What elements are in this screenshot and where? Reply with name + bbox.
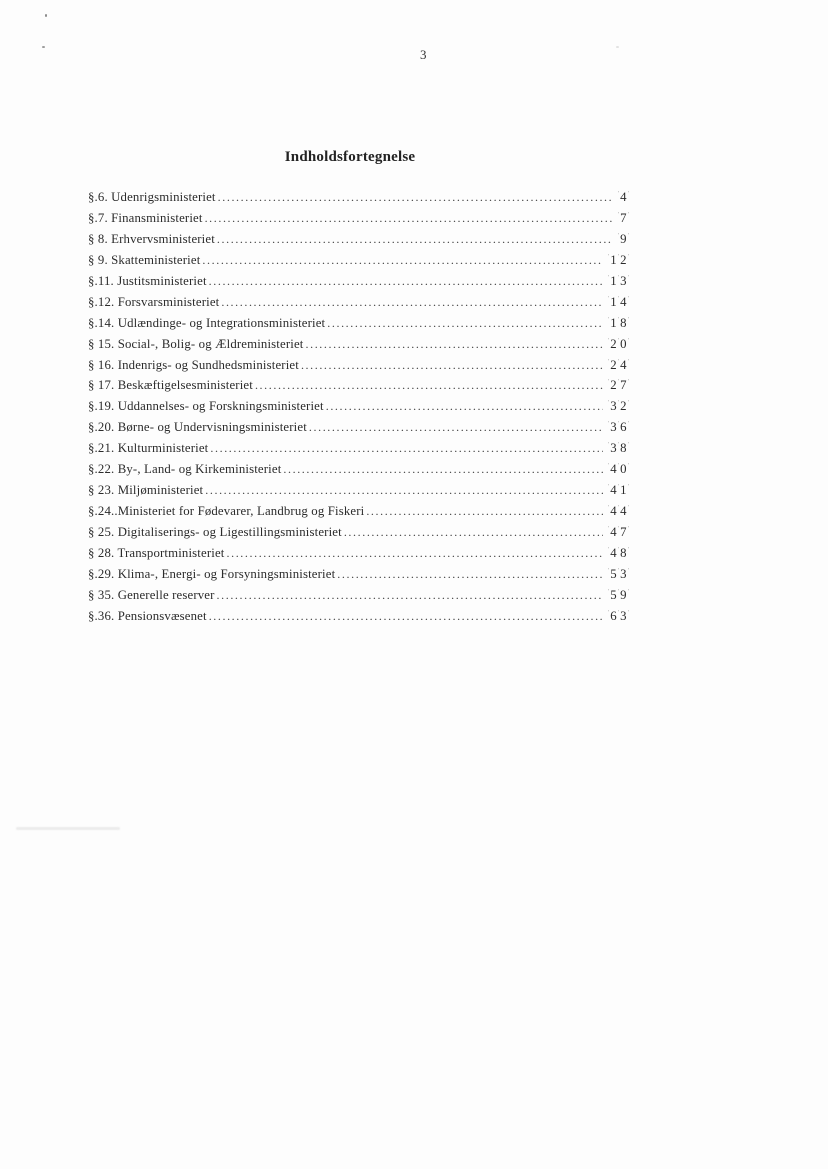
dot-leader: [205, 211, 613, 226]
toc-entry-page: ′2′7′: [607, 378, 629, 393]
toc-entry-label: §.24..Ministeriet for Fødevarer, Landbrug og Fiskeri: [88, 504, 365, 519]
toc-entry-label: § 15. Social-, Bolig- og Ældreministeriet: [88, 336, 304, 351]
scan-artifact-mark: ′: [607, 379, 610, 386]
toc-entry-page: ′4′8′: [607, 545, 629, 560]
toc-entry: [88, 588, 630, 609]
scan-artifact-mark: ′: [627, 295, 629, 302]
scan-artifact-mark: ′: [617, 358, 620, 365]
toc-entry: [88, 546, 630, 567]
toc-entry-label: §.29. Klima-, Energi- og Forsyningsministeriet: [88, 566, 336, 581]
scan-artifact-mark: ′: [627, 442, 629, 449]
scan-artifact-mark: ′: [607, 484, 610, 491]
scan-artifact-mark: ′: [627, 588, 629, 595]
toc-entry-label: § 35. Generelle reserver: [88, 587, 215, 602]
scan-artifact-mark: ′: [627, 337, 629, 344]
toc-entry-label: §.36. Pensionsvæsenet: [88, 608, 207, 623]
scan-artifact-mark: ′: [607, 588, 610, 595]
scan-artifact-mark: ′: [607, 463, 610, 470]
scan-artifact-mark: ′: [627, 211, 629, 218]
scan-smudge: [16, 827, 120, 830]
scan-artifact-mark: ′: [617, 588, 620, 595]
toc-entry-label: § 25. Digitaliserings- og Ligestillingsministeriet: [88, 525, 342, 539]
dot-leader: [217, 232, 613, 247]
toc-entry: [88, 316, 630, 337]
scan-artifact-mark: ′: [627, 358, 629, 365]
toc-entry-page: ′1′3′: [607, 273, 629, 288]
scan-artifact-mark: ′: [627, 421, 629, 428]
scan-artifact-mark: ′: [627, 400, 629, 407]
scan-artifact-mark: ′: [607, 274, 610, 281]
toc-entry-page: ′3′6′: [607, 420, 629, 435]
toc-entry: [88, 525, 630, 546]
scan-artifact-mark: ′: [607, 295, 610, 302]
scan-artifact-mark: ′: [627, 567, 629, 574]
dot-leader: [255, 378, 603, 393]
scan-artifact-mark: ′: [617, 442, 620, 449]
scan-artifact-mark: ′: [617, 505, 620, 512]
toc-entry-page: ′1′8′: [607, 315, 629, 330]
scan-artifact-mark: ′: [627, 316, 629, 323]
toc-entry: [88, 190, 630, 211]
scan-artifact-mark: ′: [617, 316, 620, 323]
scan-artifact-mark: ′: [617, 526, 620, 532]
scan-speck: [616, 46, 619, 48]
scan-artifact-mark: ′: [607, 400, 610, 407]
dot-leader: [306, 337, 603, 352]
toc-entry-page: ′5′9′: [607, 587, 629, 602]
toc-entry-label: §.14. Udlændinge- og Integrationsministeriet: [88, 315, 326, 330]
scan-artifact-mark: ′: [617, 232, 620, 239]
dot-leader: [337, 567, 603, 582]
toc-entry: [88, 420, 630, 441]
scan-artifact-mark: ′: [627, 191, 629, 197]
toc-entry-label: §.12. Forsvarsministeriet: [88, 294, 220, 309]
toc-entry-label: §.22. By-, Land- og Kirkeministeriet: [88, 462, 282, 477]
scan-artifact-mark: ′: [607, 358, 610, 365]
dot-leader: [309, 420, 603, 435]
scan-artifact-mark: ′: [607, 253, 610, 260]
scan-artifact-mark: ′: [617, 379, 620, 386]
toc-entry: [88, 211, 630, 232]
toc-entry-label: § 28. Transportministeriet: [88, 545, 225, 560]
toc-entry: [88, 441, 630, 462]
toc-entry: [88, 399, 630, 420]
scan-artifact-mark: ′: [607, 567, 610, 574]
scan-artifact-mark: ′: [617, 546, 620, 553]
toc-entry-label: §.20. Børne- og Undervisningsministeriet: [88, 420, 307, 435]
toc-entry: [88, 567, 630, 588]
scan-artifact-mark: ′: [617, 463, 620, 470]
scan-artifact-mark: ′: [627, 232, 629, 239]
scan-artifact-mark: ′: [617, 484, 620, 491]
scan-artifact-mark: ′: [607, 316, 610, 323]
scan-artifact-mark: ′: [627, 484, 629, 491]
toc-entry: [88, 483, 630, 504]
dot-leader: [209, 609, 603, 624]
toc-entry-page: ′3′8′: [607, 441, 629, 456]
toc-entry: [88, 295, 630, 316]
dot-leader: [326, 399, 603, 414]
scan-artifact-mark: ′: [627, 463, 629, 470]
dot-leader: [210, 441, 603, 456]
toc-entry-page: ′4′4′: [607, 504, 629, 519]
dot-leader: [366, 504, 603, 519]
toc-entry: [88, 378, 630, 399]
toc-entry-page: ′7′: [617, 210, 629, 225]
toc-entry: [88, 504, 630, 525]
toc-entry-label: §.7. Finansministeriet: [88, 210, 203, 225]
dot-leader: [202, 253, 603, 268]
toc-entry-page: ′2′0′: [607, 336, 629, 351]
toc-entry-page: ′4′1′: [607, 483, 629, 498]
scan-artifact-mark: ′: [617, 400, 620, 407]
scan-speck: [42, 46, 45, 48]
scan-artifact-mark: ′: [607, 609, 610, 616]
scan-artifact-mark: ′: [627, 379, 629, 386]
scan-artifact-mark: ′: [607, 505, 610, 512]
toc-entry-label: § 8. Erhvervsministeriet: [88, 231, 215, 246]
toc-entry-page: ′3′2′: [607, 399, 629, 414]
scan-artifact-mark: ′: [617, 295, 620, 302]
toc-list: [88, 190, 630, 630]
dot-leader: [301, 358, 603, 373]
toc-entry: [88, 253, 630, 274]
scan-artifact-mark: ′: [627, 546, 629, 553]
scan-artifact-mark: ′: [617, 274, 620, 281]
toc-entry-label: §.19. Uddannelses- og Forskningsministeriet: [88, 399, 324, 414]
dot-leader: [227, 546, 603, 561]
toc-entry-page: ′2′4′: [607, 357, 629, 372]
toc-entry-page: ′5′3′: [607, 566, 629, 581]
toc-entry-page: ′9′: [617, 231, 629, 246]
scan-artifact-mark: ′: [627, 253, 629, 260]
dot-leader: [218, 190, 613, 205]
scan-artifact-mark: ′: [607, 546, 610, 553]
toc-entry-label: § 16. Indenrigs- og Sundhedsministeriet: [88, 357, 299, 372]
scan-artifact-mark: ′: [617, 609, 620, 616]
toc-entry-label: §.11. Justitsministeriet: [88, 273, 207, 288]
scan-artifact-mark: ′: [617, 567, 620, 574]
toc-entry-page: ′1′2′: [607, 252, 629, 267]
toc-entry-page: ′6′3′: [607, 608, 629, 623]
scan-artifact-mark: ′: [617, 191, 620, 197]
dot-leader: [327, 316, 603, 331]
scan-artifact-mark: ′: [607, 526, 610, 532]
toc-entry-label: §.6. Udenrigsministeriet: [88, 190, 216, 204]
toc-entry: [88, 358, 630, 379]
scan-artifact-mark: ′: [617, 253, 620, 260]
toc-entry: [88, 337, 630, 358]
toc-entry-label: § 17. Beskæftigelsesministeriet: [88, 378, 253, 393]
scan-speck: [45, 14, 47, 17]
toc-entry-label: § 23. Miljøministeriet: [88, 483, 204, 498]
toc-entry-page: ′1′4′: [607, 294, 629, 309]
toc-entry-page: ′4′7′: [607, 525, 629, 539]
scan-artifact-mark: ′: [607, 442, 610, 449]
toc-entry: [88, 274, 630, 295]
dot-leader: [217, 588, 603, 603]
scan-artifact-mark: ′: [627, 609, 629, 616]
dot-leader: [205, 483, 603, 498]
dot-leader: [283, 462, 603, 477]
dot-leader: [344, 525, 603, 540]
scan-artifact-mark: ′: [627, 274, 629, 281]
scan-artifact-mark: ′: [617, 211, 620, 218]
toc-entry-label: §.21. Kulturministeriet: [88, 441, 209, 456]
dot-leader: [209, 274, 603, 289]
scan-artifact-mark: ′: [627, 526, 629, 532]
scan-artifact-mark: ′: [607, 337, 610, 344]
page-number-header: 3: [420, 47, 427, 62]
scan-artifact-mark: ′: [617, 421, 620, 428]
dot-leader: [221, 295, 603, 310]
toc-entry: [88, 232, 630, 253]
toc-entry: [88, 609, 630, 630]
toc-entry-label: § 9. Skatteministeriet: [88, 252, 201, 267]
toc-entry-page: ′4′: [617, 190, 629, 204]
scan-artifact-mark: ′: [607, 421, 610, 428]
toc-entry-page: ′4′0′: [607, 462, 629, 477]
toc-title: Indholdsfortegnelse: [284, 149, 416, 165]
toc-entry: [88, 462, 630, 483]
scan-artifact-mark: ′: [627, 505, 629, 512]
scan-artifact-mark: ′: [617, 337, 620, 344]
